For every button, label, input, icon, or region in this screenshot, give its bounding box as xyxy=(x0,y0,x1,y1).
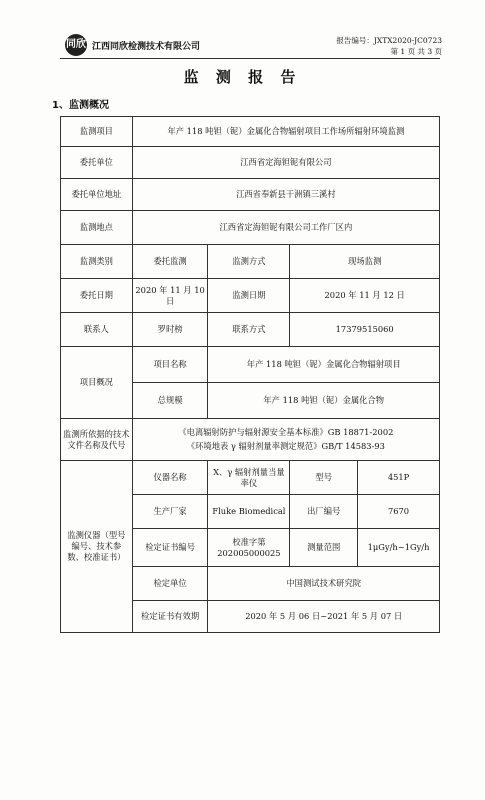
page-header xyxy=(62,32,442,58)
cell-label: 项目名称 xyxy=(132,347,208,383)
cell-value: 年产 118 吨钽（铌）金属化合物辐射项目 xyxy=(208,347,440,383)
table-row xyxy=(61,313,440,347)
cell-value: 2020 年 5 月 06 日~2021 年 5 月 07 日 xyxy=(208,601,440,633)
cell-value: 罗时榜 xyxy=(132,313,208,347)
cell-value: 校准字第 202005000025 xyxy=(208,529,290,567)
report-number-text: 报告编号：JXTX2020-JC0723 xyxy=(336,36,442,45)
cell-value: 委托监测 xyxy=(132,245,208,279)
table-row xyxy=(61,461,440,495)
cell-label: 总规模 xyxy=(132,383,208,419)
cell-label: 仪器名称 xyxy=(132,461,208,495)
cell-value: 2020 年 11 月 10 日 xyxy=(132,279,208,313)
table-row xyxy=(61,245,440,279)
cell-value: 江西省奉新县干洲镇三溪村 xyxy=(132,179,439,211)
cell-label: 项目概况 xyxy=(61,347,133,419)
cell-value: 17379515060 xyxy=(290,313,440,347)
cell-label: 型号 xyxy=(290,461,358,495)
cell-label: 检定证书编号 xyxy=(132,529,208,567)
cell-label: 联系人 xyxy=(61,313,133,347)
cell-value: 451P xyxy=(358,461,440,495)
cell-label: 委托单位地址 xyxy=(61,179,133,211)
cell-label: 出厂编号 xyxy=(290,495,358,529)
basis-line: 《环境地表 γ 辐射剂量率测定规范》GB/T 14583-93 xyxy=(186,441,385,451)
cell-value: 现场监测 xyxy=(290,245,440,279)
table-row xyxy=(61,117,440,147)
cell-value: 江西省定海钽铌有限公司工作厂区内 xyxy=(132,211,439,245)
cell-value xyxy=(132,419,439,461)
cell-label: 联系方式 xyxy=(208,313,290,347)
cell-label: 监测所依据的技术文件名称及代号 xyxy=(61,419,133,461)
cell-value: 年产 118 吨钽（铌）金属化合物 xyxy=(208,383,440,419)
cell-label: 检定证书有效期 xyxy=(132,601,208,633)
section-title: 1、监测概况 xyxy=(52,100,109,111)
table-row xyxy=(61,347,440,383)
monitoring-overview-table xyxy=(60,116,440,633)
cell-label: 委托日期 xyxy=(61,279,133,313)
cell-value: 7670 xyxy=(358,495,440,529)
page-indicator: 第 1 页 共 3 页 xyxy=(390,47,442,56)
basis-line: 《电离辐射防护与辐射源安全基本标准》GB 18871-2002 xyxy=(178,427,394,437)
table-row xyxy=(61,211,440,245)
company-name: 江西同欣检测技术有限公司 xyxy=(92,42,201,52)
table-row xyxy=(61,179,440,211)
cell-value: 江西省定海钽铌有限公司 xyxy=(132,147,439,179)
cell-label: 监测类别 xyxy=(61,245,133,279)
cell-label: 生产厂家 xyxy=(132,495,208,529)
table-row xyxy=(61,279,440,313)
table-row xyxy=(61,419,440,461)
header-divider xyxy=(60,58,440,59)
cell-label: 测量范围 xyxy=(290,529,358,567)
cell-value: Fluke Biomedical xyxy=(208,495,290,529)
cell-label: 监测日期 xyxy=(208,279,290,313)
cell-label: 监测项目 xyxy=(61,117,133,147)
cell-value: 中国测试技术研究院 xyxy=(208,567,440,601)
report-number xyxy=(336,35,442,57)
cell-value: 2020 年 11 月 12 日 xyxy=(290,279,440,313)
cell-value: X、γ 辐射剂量当量率仪 xyxy=(208,461,290,495)
cell-label: 监测仪器（型号编号、技术参数、校准证书） xyxy=(61,461,133,633)
cell-label: 监测方式 xyxy=(208,245,290,279)
report-title: 监 测 报 告 xyxy=(183,68,302,86)
cell-value: 1μGy/h~1Gy/h xyxy=(358,529,440,567)
cell-label: 检定单位 xyxy=(132,567,208,601)
table-row xyxy=(61,147,440,179)
cell-label: 委托单位 xyxy=(61,147,133,179)
cell-value: 年产 118 吨钽（铌）金属化合物辐射项目工作场所辐射环境监测 xyxy=(132,117,439,147)
company-logo-icon: 同欣 xyxy=(65,34,87,56)
cell-label: 监测地点 xyxy=(61,211,133,245)
